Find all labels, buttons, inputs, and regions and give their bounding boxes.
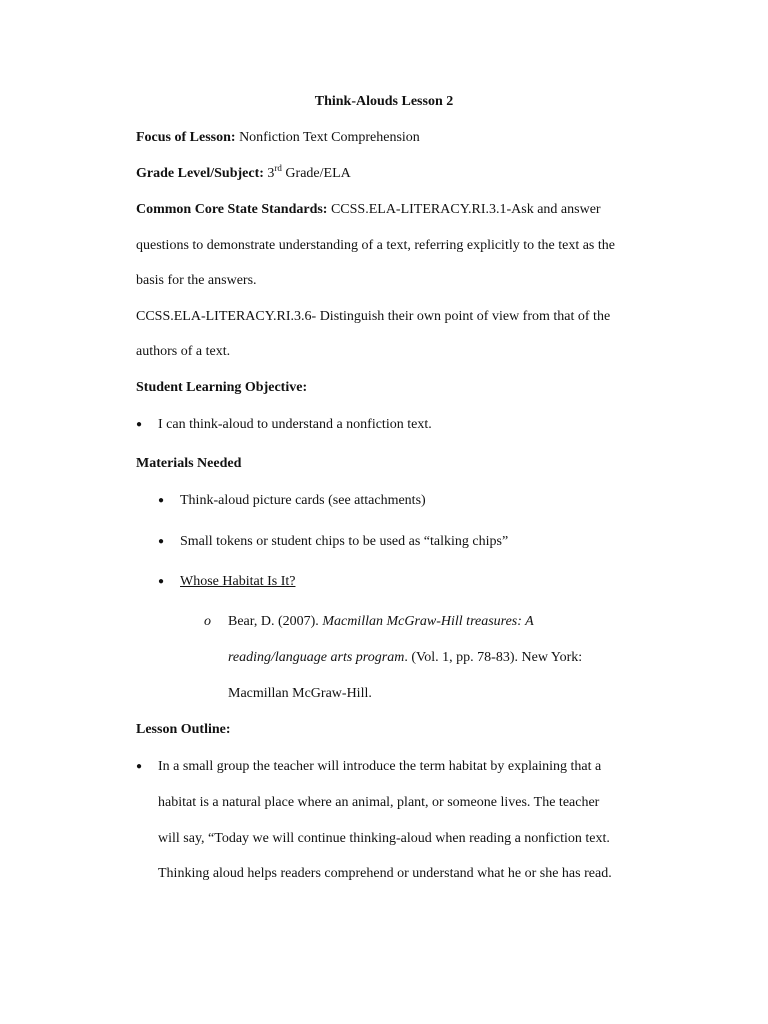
bullet-icon: ●	[158, 495, 165, 506]
objective-heading: Student Learning Objective:	[136, 380, 308, 395]
outline-line-3: will say, “Today we will continue thinking-aloud when reading a nonfiction text.	[158, 831, 610, 846]
citation-author: Bear, D. (2007).	[228, 614, 323, 629]
bullet-icon: ●	[158, 576, 165, 587]
bullet-icon: ●	[136, 761, 143, 772]
standards-line-4: CCSS.ELA-LITERACY.RI.3.6- Distinguish their own point of view from that of the	[136, 309, 611, 324]
standards-text-1: CCSS.ELA-LITERACY.RI.3.1-Ask and answer	[327, 202, 601, 217]
standards-label: Common Core State Standards:	[136, 202, 328, 217]
citation-publisher: . (Vol. 1, pp. 78-83). New York:	[404, 650, 583, 665]
sub-bullet-icon: o	[204, 614, 211, 629]
outline-line-2: habitat is a natural place where an animal, plant, or someone lives. The teacher	[158, 795, 600, 810]
materials-item-tokens: Small tokens or student chips to be used as “talking chips”	[180, 534, 509, 549]
materials-item-book-link[interactable]: Whose Habitat Is It?	[180, 574, 296, 589]
citation-line-2	[228, 649, 582, 667]
outline-heading: Lesson Outline:	[136, 722, 231, 737]
page-title: Think-Alouds Lesson 2	[314, 94, 454, 109]
grade-suffix: rd	[274, 163, 282, 173]
citation-title-1: Macmillan McGraw-Hill treasures: A	[322, 614, 534, 629]
citation-line-3: Macmillan McGraw-Hill.	[228, 686, 372, 701]
citation-line-1	[228, 613, 534, 631]
standards-line-3: basis for the answers.	[136, 273, 257, 288]
grade-label: Grade Level/Subject:	[136, 166, 264, 181]
bullet-icon: ●	[158, 536, 165, 547]
objective-item: I can think-aloud to understand a nonfiction text.	[158, 417, 432, 432]
grade-number: 3	[263, 166, 275, 181]
outline-line-1: In a small group the teacher will introduce the term habitat by explaining that a	[158, 759, 602, 774]
focus-line	[136, 129, 420, 147]
grade-line	[136, 165, 351, 183]
standards-line-2: questions to demonstrate understanding of a text, referring explicitly to the text as the	[136, 238, 615, 253]
outline-line-4: Thinking aloud helps readers comprehend or understand what he or she has read.	[158, 866, 612, 881]
materials-item-cards: Think-aloud picture cards (see attachments)	[180, 493, 426, 508]
standards-line-5: authors of a text.	[136, 344, 231, 359]
standards-line-1	[136, 201, 601, 219]
citation-title-2: reading/language arts program	[228, 650, 405, 665]
materials-heading: Materials Needed	[136, 456, 242, 471]
bullet-icon: ●	[136, 419, 143, 430]
grade-value: Grade/ELA	[281, 166, 351, 181]
focus-label: Focus of Lesson:	[136, 130, 236, 145]
focus-value: Nonfiction Text Comprehension	[235, 130, 420, 145]
